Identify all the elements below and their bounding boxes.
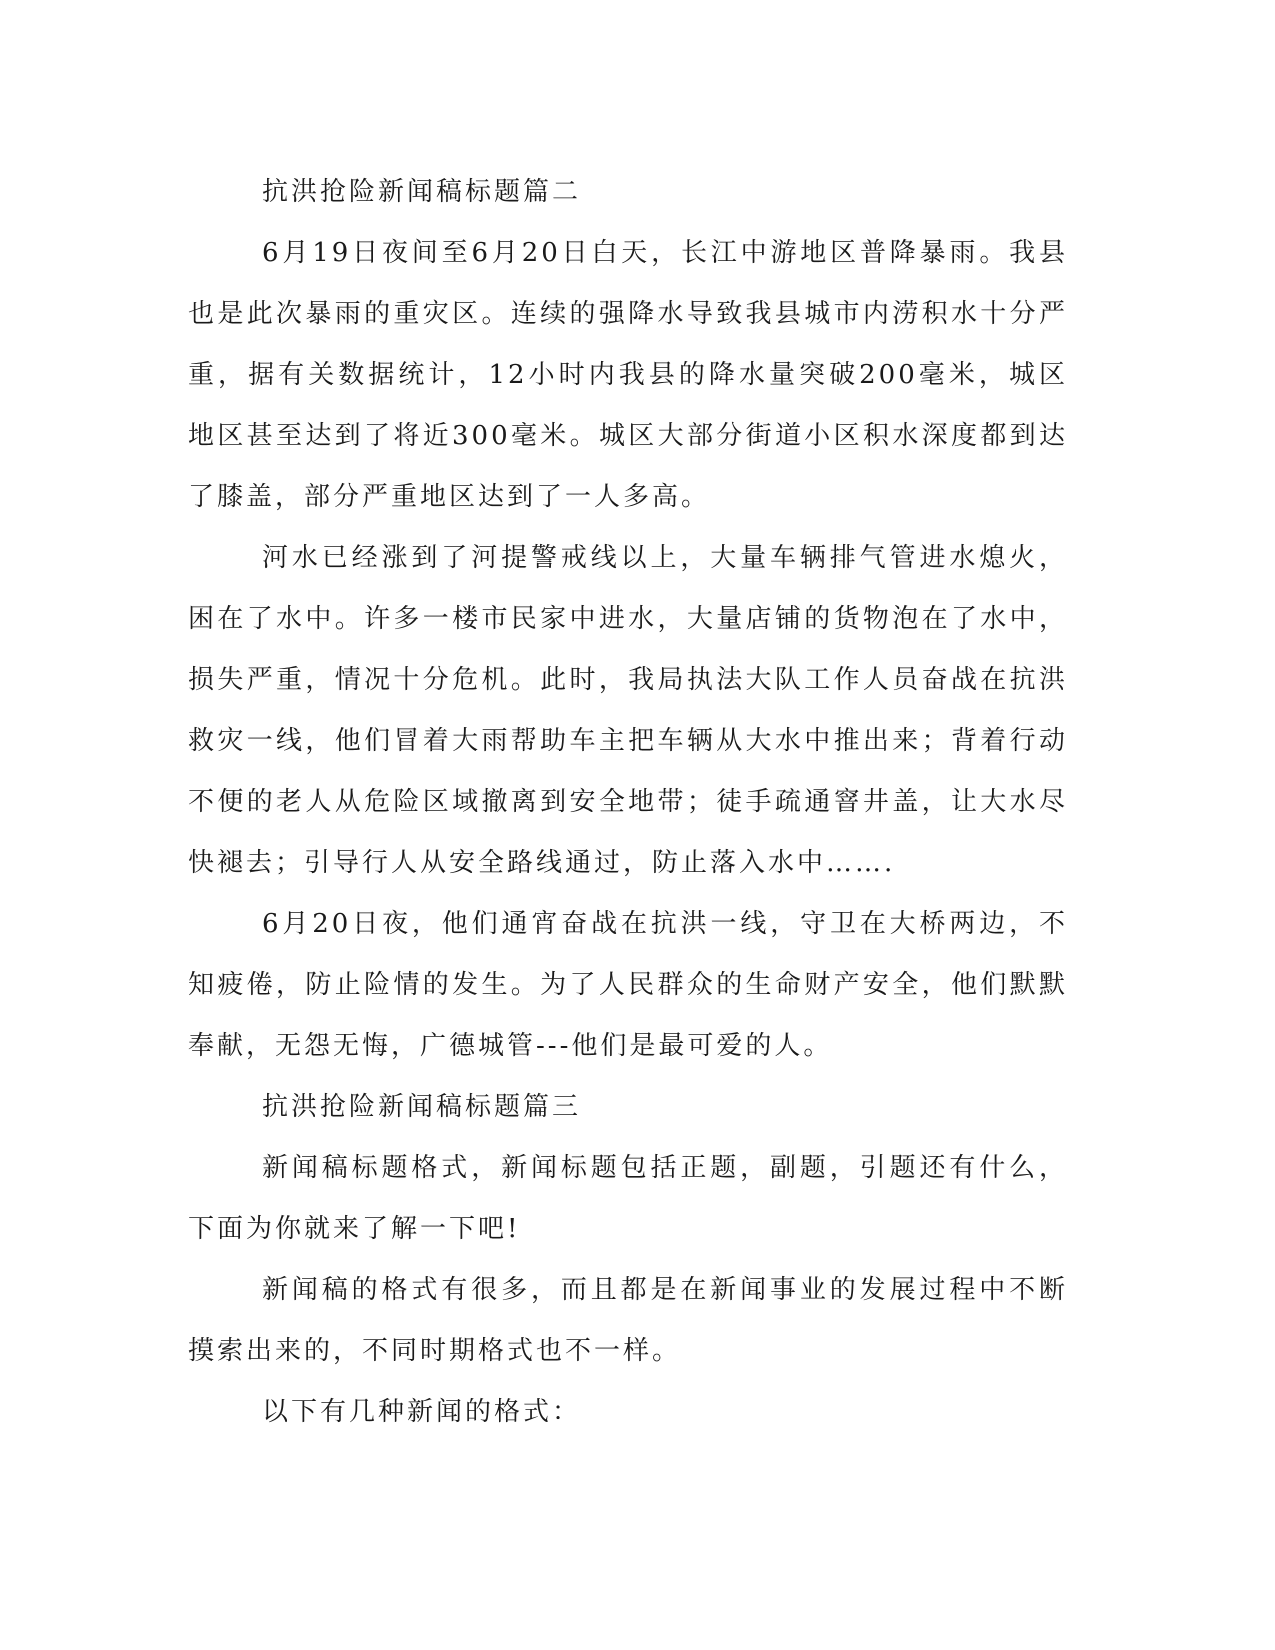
document-body — [188, 162, 1068, 1443]
section-heading-part-two: 抗洪抢险新闻稿标题篇二 — [262, 177, 582, 207]
paragraph-title-format: 新闻稿标题格式，新闻标题包括正题，副题，引题还有什么，下面为你就来了解一下吧! — [188, 1153, 1068, 1244]
paragraph-format-list-intro: 以下有几种新闻的格式： — [262, 1397, 582, 1427]
paragraph-flood-rescue: 河水已经涨到了河提警戒线以上，大量车辆排气管进水熄火，困在了水中。许多一楼市民家中进水，大量店铺的货物泡在了水中，损失严重，情况十分危机。此时，我局执法大队工作人员奋战在抗洪救灾一线，他们冒着大雨帮助车主把车辆从大水中推出来；背着行动不便的老人从危险区域撤离到安全地带；徒手疏通窨井盖，让大水尽快褪去；引导行人从安全路线通过，防止落入水中……. — [188, 543, 1068, 878]
paragraph-format-history: 新闻稿的格式有很多，而且都是在新闻事业的发展过程中不断摸索出来的，不同时期格式也不一样。 — [188, 1275, 1068, 1366]
paragraph-night-duty: 6月20日夜，他们通宵奋战在抗洪一线，守卫在大桥两边，不知疲倦，防止险情的发生。为了人民群众的生命财产安全，他们默默奉献，无怨无悔，广德城管---他们是最可爱的人。 — [188, 909, 1068, 1061]
paragraph-rainstorm-report: 6月19日夜间至6月20日白天，长江中游地区普降暴雨。我县也是此次暴雨的重灾区。连续的强降水导致我县城市内涝积水十分严重，据有关数据统计，12小时内我县的降水量突破200毫米，城区地区甚至达到了将近300毫米。城区大部分街道小区积水深度都到达了膝盖，部分严重地区达到了一人多高。 — [188, 238, 1068, 512]
section-heading-part-three: 抗洪抢险新闻稿标题篇三 — [262, 1092, 582, 1122]
